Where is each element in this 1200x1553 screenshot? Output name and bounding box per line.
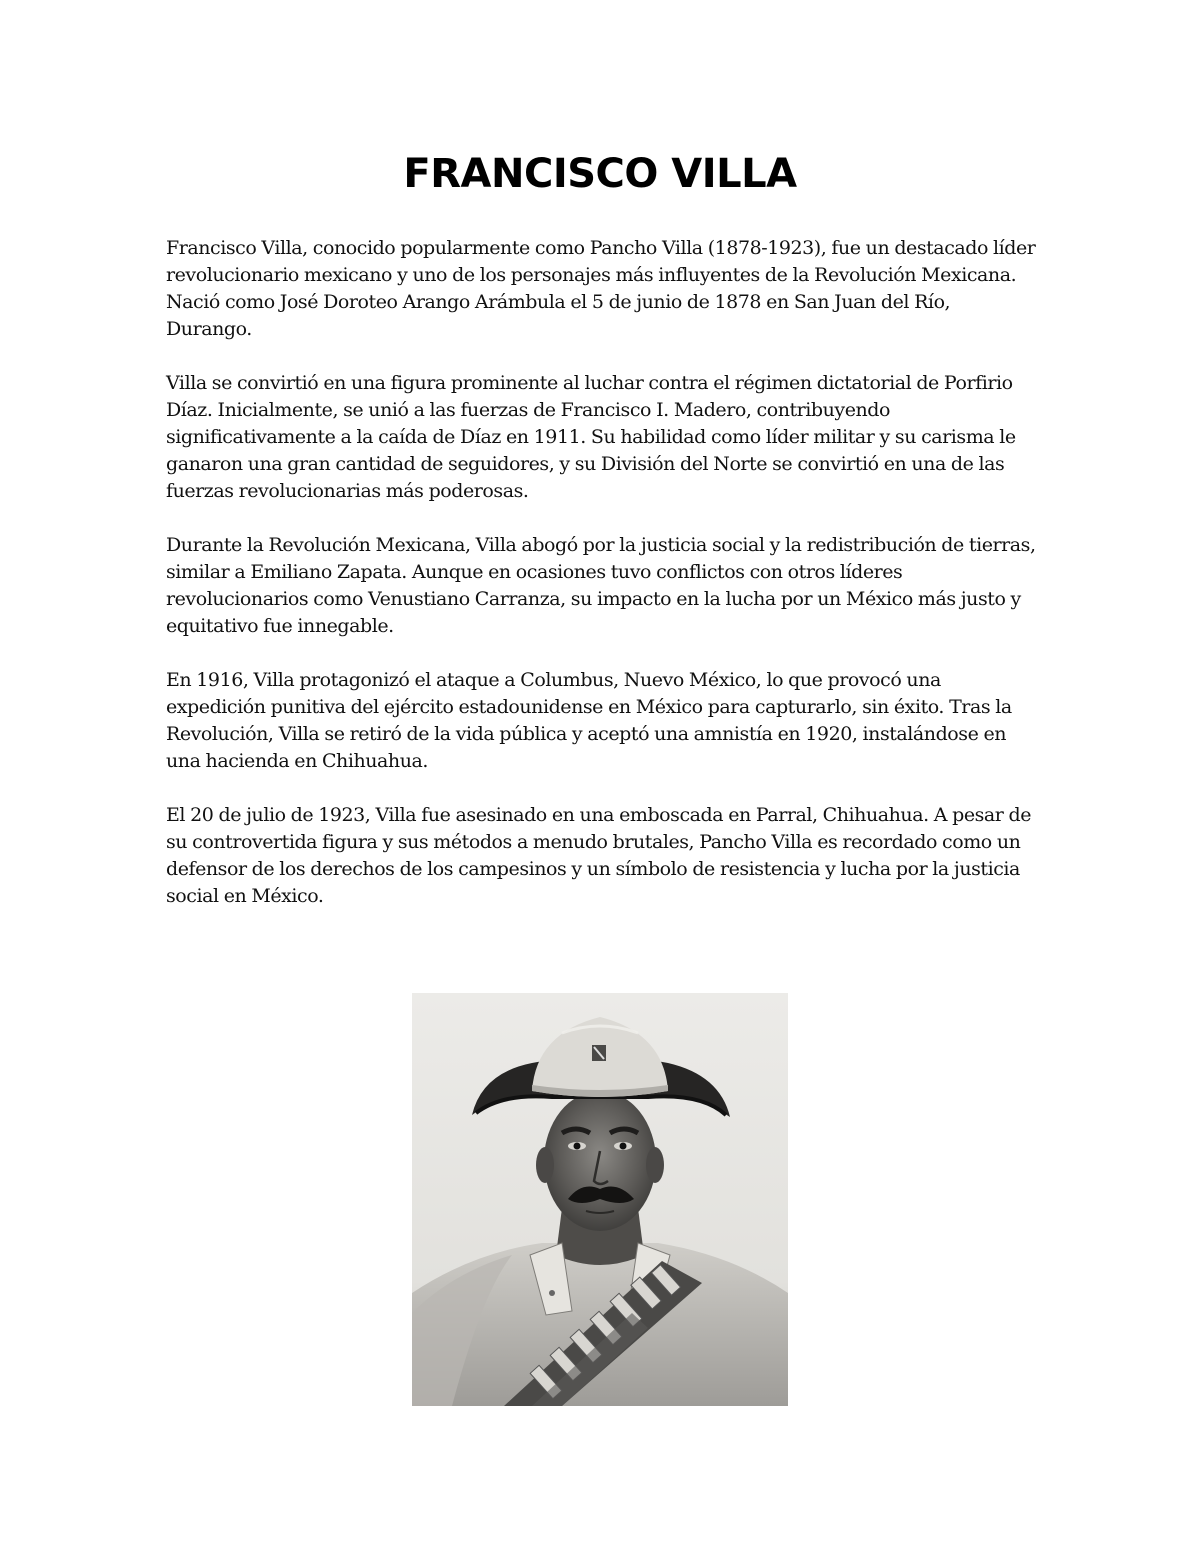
portrait-illustration [412,993,788,1406]
paragraph-death: El 20 de julio de 1923, Villa fue asesinado en una emboscada en Parral, Chihuahua. A pesar de su controvertida figura y sus métodos a menudo brutales, Pancho Villa es recordado como un defensor de los derechos de los campesinos y un símbolo de resistencia y lucha por la justicia social en México. [166,804,1032,907]
document-title: FRANCISCO VILLA [403,151,797,197]
portrait-photo [412,993,788,1406]
paragraph-diaz: Villa se convirtió en una figura prominente al luchar contra el régimen dictatorial de Porfirio Díaz. Inicialmente, se unió a las fuerzas de Francisco I. Madero, contribuyendo significativamente a la caída de Díaz en 1911. Su habilidad como líder militar y su carisma le ganaron una gran cantidad de seguidores, y su División del Norte se convirtió en una de las fuerzas revolucionarias más poderosas. [166,372,1016,502]
paragraph-revolution: Durante la Revolución Mexicana, Villa abogó por la justicia social y la redistribución de tierras, similar a Emiliano Zapata. Aunque en ocasiones tuvo conflictos con otros líderes revolucionarios como Venustiano Carranza, su impacto en la lucha por un México más justo y equitativo fue innegable. [166,534,1036,637]
document-body [166,235,1038,937]
paragraph-columbus: En 1916, Villa protagonizó el ataque a Columbus, Nuevo México, lo que provocó una expedición punitiva del ejército estadounidense en México para capturarlo, sin éxito. Tras la Revolución, Villa se retiró de la vida pública y aceptó una amnistía en 1920, instalándose en una hacienda en Chihuahua. [166,669,1012,772]
paragraph-intro: Francisco Villa, conocido popularmente como Pancho Villa (1878-1923), fue un destacado líder revolucionario mexicano y uno de los personajes más influyentes de la Revolución Mexicana. Nació como José Doroteo Arango Arámbula el 5 de junio de 1878 en San Juan del Río, Durango. [166,237,1036,340]
